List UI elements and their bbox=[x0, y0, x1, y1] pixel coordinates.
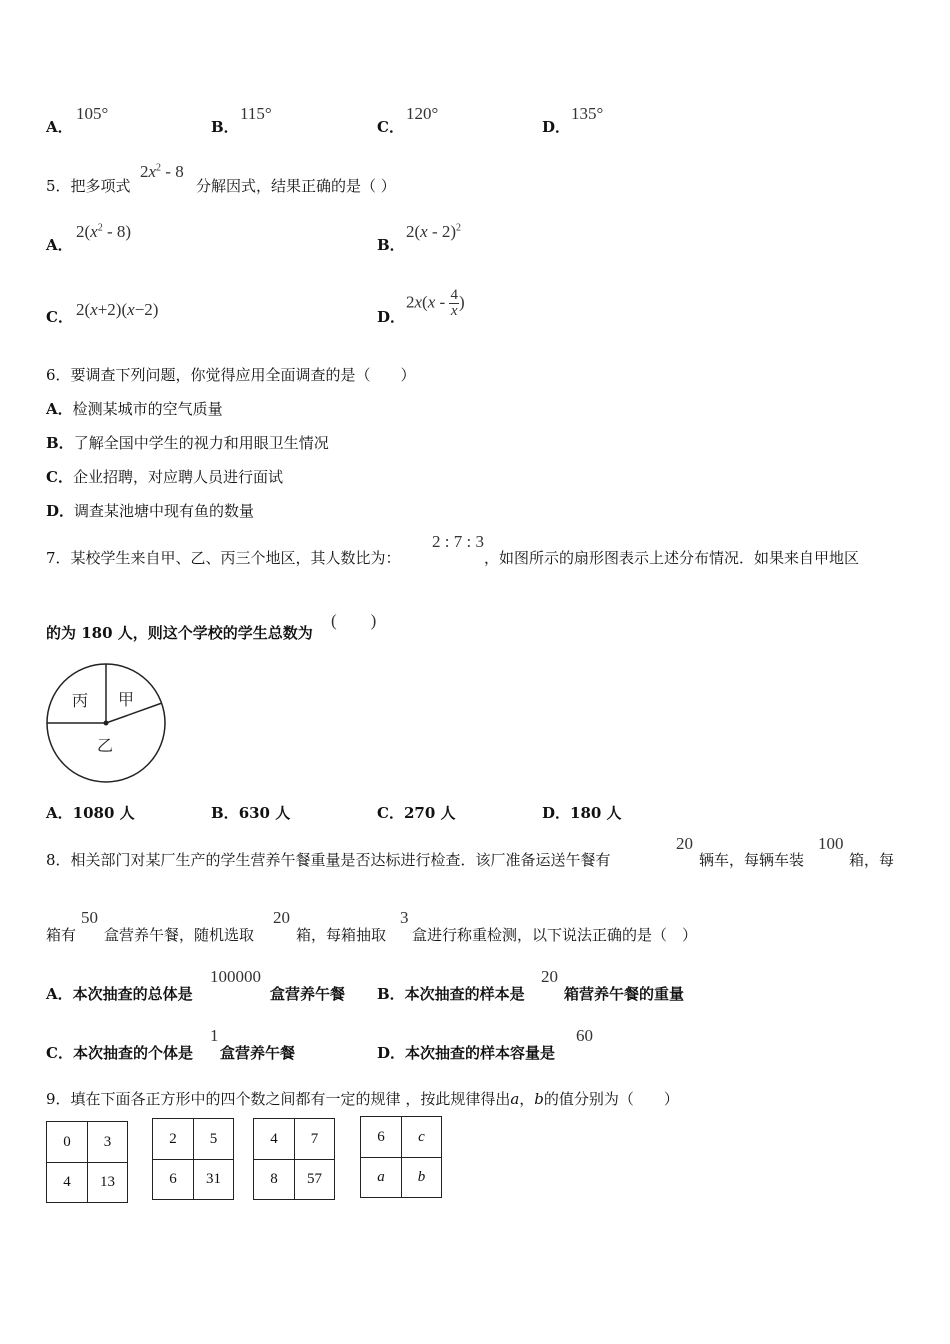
q6-option-b: B．了解全国中学生的视力和用眼卫生情况 bbox=[46, 434, 329, 452]
q8-option-d: D．本次抽查的样本容量是 bbox=[377, 1044, 556, 1062]
q8-option-c-tail: 盒营养午餐 bbox=[220, 1044, 296, 1062]
q8-line1-c: 箱，每 bbox=[849, 851, 895, 869]
q8-line2-d: 盒进行称重检测，以下说法正确的是（ ） bbox=[412, 926, 698, 944]
q9-sq4-top-left: 6 bbox=[360, 1116, 402, 1158]
q9-square-3 bbox=[253, 1118, 335, 1200]
q8-option-c: C．本次抽查的个体是 bbox=[46, 1044, 193, 1062]
q9-sq2-top-left: 2 bbox=[152, 1118, 194, 1160]
q8-line1-a: 8．相关部门对某厂生产的学生营养午餐重量是否达标进行检查．该厂准备运送午餐有 bbox=[46, 851, 611, 869]
q7-stem-a: 7．某校学生来自甲、乙、丙三个地区，其人数比为： bbox=[46, 549, 401, 567]
q4-option-a-value: 105° bbox=[76, 104, 109, 123]
q5-polynomial: $2x^2 - 8$ bbox=[140, 162, 184, 181]
q7-option-b: B．630 人 bbox=[211, 804, 291, 822]
q5-option-b-expr: 2(x - 2)$^2$ bbox=[406, 222, 462, 241]
q6-option-c: C．企业招聘，对应聘人员进行面试 bbox=[46, 468, 283, 486]
q8-option-a-tail: 盒营养午餐 bbox=[270, 985, 346, 1003]
q5-option-d-expr: 2x(x - $\frac{4}{x}$ ) bbox=[406, 287, 465, 319]
q9-sq1-top-left: 0 bbox=[46, 1121, 88, 1163]
q8-option-b-num: 20 bbox=[541, 967, 558, 986]
q5-stem-suffix: 分解因式，结果正确的是（ ） bbox=[196, 177, 396, 195]
q7-option-d: D．180 人 bbox=[542, 804, 622, 822]
q5-stem-prefix: 5．把多项式 bbox=[46, 177, 131, 195]
q7-option-a: A．1080 人 bbox=[46, 804, 135, 822]
q6-stem: 6．要调查下列问题，你觉得应用全面调查的是（ ） bbox=[46, 366, 416, 384]
q5-option-a-expr: $2(x^2 - 8)$ bbox=[76, 222, 132, 241]
q8-num-20-boxes: 20 bbox=[273, 908, 290, 927]
q5-option-d: D． bbox=[377, 308, 406, 326]
q9-sq3-bottom-right: 57 bbox=[294, 1159, 335, 1200]
q9-sq1-bottom-right: 13 bbox=[87, 1162, 128, 1203]
pie-label-yi: 乙 bbox=[97, 736, 114, 755]
q8-option-d-num: 60 bbox=[576, 1026, 593, 1045]
q9-sq3-top-left: 4 bbox=[253, 1118, 295, 1160]
q4-option-c: C． bbox=[377, 118, 404, 136]
q7-pie-chart bbox=[44, 661, 170, 787]
q8-option-a: A．本次抽查的总体是 bbox=[46, 985, 193, 1003]
q7-paren: ( ) bbox=[331, 611, 377, 630]
q4-option-c-value: 120° bbox=[406, 104, 439, 123]
q9-stem: 9．填在下面各正方形中的四个数之间都有一定的规律 ，按此规律得出a，b的值分别为（ ） bbox=[46, 1090, 679, 1108]
q7-ratio: 2 : 7 : 3 bbox=[432, 532, 484, 551]
q4-option-b-value: 115° bbox=[240, 104, 272, 123]
q9-square-2 bbox=[152, 1118, 234, 1200]
q9-sq3-bottom-left: 8 bbox=[253, 1159, 295, 1200]
q4-option-d-value: 135° bbox=[571, 104, 604, 123]
q9-sq2-bottom-left: 6 bbox=[152, 1159, 194, 1200]
q5-option-c: C． bbox=[46, 308, 73, 326]
q9-sq3-top-right: 7 bbox=[294, 1118, 335, 1160]
q5-option-b: B． bbox=[377, 236, 405, 254]
q4-option-a: A． bbox=[46, 118, 73, 136]
q6-option-d: D．调查某池塘中现有鱼的数量 bbox=[46, 502, 255, 520]
q9-sq2-bottom-right: 31 bbox=[193, 1159, 234, 1200]
q8-num-3: 3 bbox=[400, 908, 409, 927]
q8-line1-b: 辆车，每辆车装 bbox=[699, 851, 805, 869]
q8-num-100: 100 bbox=[818, 834, 844, 853]
q8-num-50: 50 bbox=[81, 908, 98, 927]
q7-stem-b: ，如图所示的扇形图表示上述分布情况．如果来自甲地区 bbox=[484, 549, 860, 567]
q9-sq4-bottom-right: b bbox=[401, 1157, 442, 1198]
pie-center bbox=[104, 721, 109, 726]
q8-line2-c: 箱，每箱抽取 bbox=[296, 926, 387, 944]
q6-option-a: A．检测某城市的空气质量 bbox=[46, 400, 223, 418]
q9-sq1-top-right: 3 bbox=[87, 1121, 128, 1163]
q4-option-d: D． bbox=[542, 118, 571, 136]
q9-square-1 bbox=[46, 1121, 128, 1203]
q5-option-a: A． bbox=[46, 236, 73, 254]
pie-label-bing: 丙 bbox=[72, 691, 89, 710]
q8-num-20-cars: 20 bbox=[676, 834, 693, 853]
q9-sq2-top-right: 5 bbox=[193, 1118, 234, 1160]
q7-stem-c: 的为 180 人，则这个学校的学生总数为 bbox=[46, 624, 313, 642]
q4-option-b: B． bbox=[211, 118, 239, 136]
q9-sq4-bottom-left: a bbox=[360, 1157, 402, 1198]
q7-option-c: C．270 人 bbox=[377, 804, 456, 822]
q9-sq4-top-right: c bbox=[401, 1116, 442, 1158]
q8-option-b: B．本次抽查的样本是 bbox=[377, 985, 525, 1003]
q8-option-a-num: 100000 bbox=[210, 967, 261, 986]
q8-option-b-tail: 箱营养午餐的重量 bbox=[564, 985, 685, 1003]
q8-line2-a: 箱有 bbox=[46, 926, 77, 944]
q9-sq1-bottom-left: 4 bbox=[46, 1162, 88, 1203]
q5-option-c-expr: 2(x+2)(x−2) bbox=[76, 300, 159, 319]
pie-label-jia: 甲 bbox=[118, 690, 135, 709]
q8-option-c-num: 1 bbox=[210, 1026, 219, 1045]
q9-square-4 bbox=[360, 1116, 442, 1198]
q8-line2-b: 盒营养午餐，随机选取 bbox=[104, 926, 255, 944]
